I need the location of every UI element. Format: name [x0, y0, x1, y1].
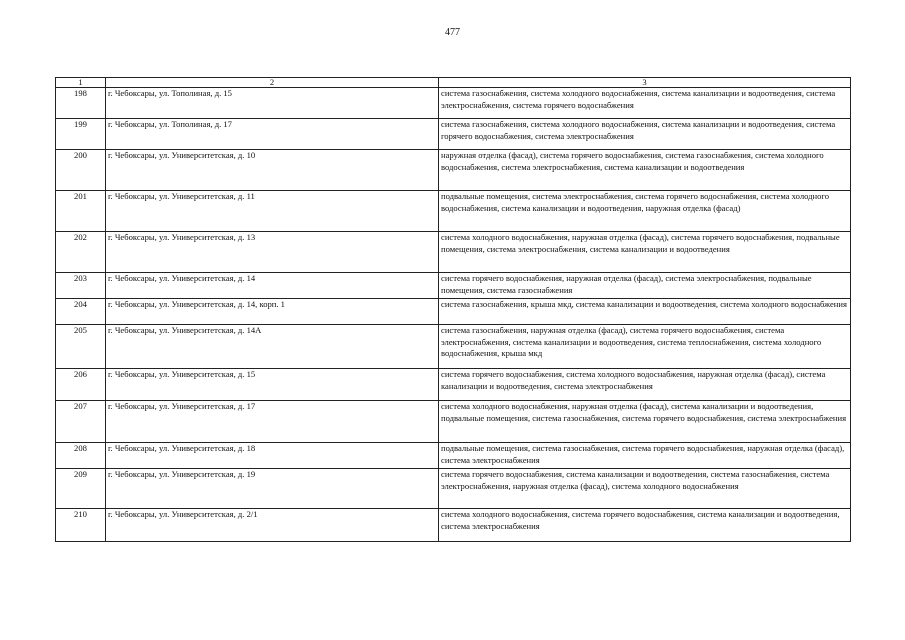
table-row — [56, 325, 851, 369]
row-systems: наружная отделка (фасад), система горячего водоснабжения, система газоснабжения, система холодного водоснабжения, система электроснабжения, система канализации и водоотведения — [439, 150, 851, 191]
row-systems: система газоснабжения, крыша мкд, система канализации и водоотведения, система холодного водоснабжения — [439, 299, 851, 325]
table-row — [56, 401, 851, 443]
row-systems: система горячего водоснабжения, система канализации и водоотведения, система газоснабжения, система электроснабжения, наружная отделка (фасад), система холодного водоснабжения — [439, 469, 851, 509]
row-address: г. Чебоксары, ул. Университетская, д. 13 — [106, 232, 439, 273]
row-systems: система горячего водоснабжения, наружная отделка (фасад), система электроснабжения, подвальные помещения, система газоснабжения — [439, 273, 851, 299]
row-number: 201 — [56, 191, 106, 232]
table-row — [56, 191, 851, 232]
row-systems: система холодного водоснабжения, наружная отделка (фасад), система канализации и водоотведения, подвальные помещения, система газоснабжения, система горячего водоснабжения, система электроснабжения — [439, 401, 851, 443]
row-number: 200 — [56, 150, 106, 191]
registry-table — [55, 77, 851, 542]
table-row — [56, 469, 851, 509]
row-address: г. Чебоксары, ул. Университетская, д. 10 — [106, 150, 439, 191]
row-address: г. Чебоксары, ул. Университетская, д. 14А — [106, 325, 439, 369]
page-number: 477 — [445, 27, 460, 38]
column-header-number: 1 — [56, 78, 106, 88]
row-address: г. Чебоксары, ул. Университетская, д. 15 — [106, 369, 439, 401]
row-address: г. Чебоксары, ул. Тополиная, д. 15 — [106, 88, 439, 119]
table-row — [56, 443, 851, 469]
row-number: 206 — [56, 369, 106, 401]
row-systems: подвальные помещения, система газоснабжения, система горячего водоснабжения, наружная отделка (фасад), система электроснабжения — [439, 443, 851, 469]
table-row — [56, 119, 851, 150]
row-address: г. Чебоксары, ул. Университетская, д. 14, корп. 1 — [106, 299, 439, 325]
row-systems: система газоснабжения, система холодного водоснабжения, система канализации и водоотведения, система электроснабжения, система горячего водоснабжения — [439, 88, 851, 119]
row-number: 202 — [56, 232, 106, 273]
row-number: 199 — [56, 119, 106, 150]
row-number: 207 — [56, 401, 106, 443]
row-number: 203 — [56, 273, 106, 299]
table-row — [56, 232, 851, 273]
row-number: 208 — [56, 443, 106, 469]
row-address: г. Чебоксары, ул. Университетская, д. 19 — [106, 469, 439, 509]
row-systems: подвальные помещения, система электроснабжения, система горячего водоснабжения, система холодного водоснабжения, система канализации и водоотведения, наружная отделка (фасад) — [439, 191, 851, 232]
row-address: г. Чебоксары, ул. Университетская, д. 11 — [106, 191, 439, 232]
row-systems: система холодного водоснабжения, наружная отделка (фасад), система горячего водоснабжения, подвальные помещения, система электроснабжения, система канализации и водоотведения — [439, 232, 851, 273]
table-row — [56, 150, 851, 191]
table-row — [56, 299, 851, 325]
row-systems: система холодного водоснабжения, система горячего водоснабжения, система канализации и водоотведения, система электроснабжения — [439, 509, 851, 542]
row-address: г. Чебоксары, ул. Университетская, д. 14 — [106, 273, 439, 299]
row-number: 209 — [56, 469, 106, 509]
row-number: 210 — [56, 509, 106, 542]
table-row — [56, 88, 851, 119]
row-address: г. Чебоксары, ул. Университетская, д. 2/1 — [106, 509, 439, 542]
row-number: 205 — [56, 325, 106, 369]
table-row — [56, 273, 851, 299]
row-address: г. Чебоксары, ул. Университетская, д. 17 — [106, 401, 439, 443]
table-row — [56, 369, 851, 401]
row-systems: система газоснабжения, система холодного водоснабжения, система канализации и водоотведения, система горячего водоснабжения, система электроснабжения — [439, 119, 851, 150]
table-header-row — [56, 78, 851, 88]
row-systems: система газоснабжения, наружная отделка (фасад), система горячего водоснабжения, система электроснабжения, система канализации и водоотведения, система теплоснабжения, система холодного водоснабжения, крыша мкд — [439, 325, 851, 369]
row-systems: система горячего водоснабжения, система холодного водоснабжения, наружная отделка (фасад), система канализации и водоотведения, система электроснабжения — [439, 369, 851, 401]
column-header-systems: 3 — [439, 78, 851, 88]
table-row — [56, 509, 851, 542]
row-address: г. Чебоксары, ул. Университетская, д. 18 — [106, 443, 439, 469]
row-address: г. Чебоксары, ул. Тополиная, д. 17 — [106, 119, 439, 150]
row-number: 204 — [56, 299, 106, 325]
row-number: 198 — [56, 88, 106, 119]
column-header-address: 2 — [106, 78, 439, 88]
